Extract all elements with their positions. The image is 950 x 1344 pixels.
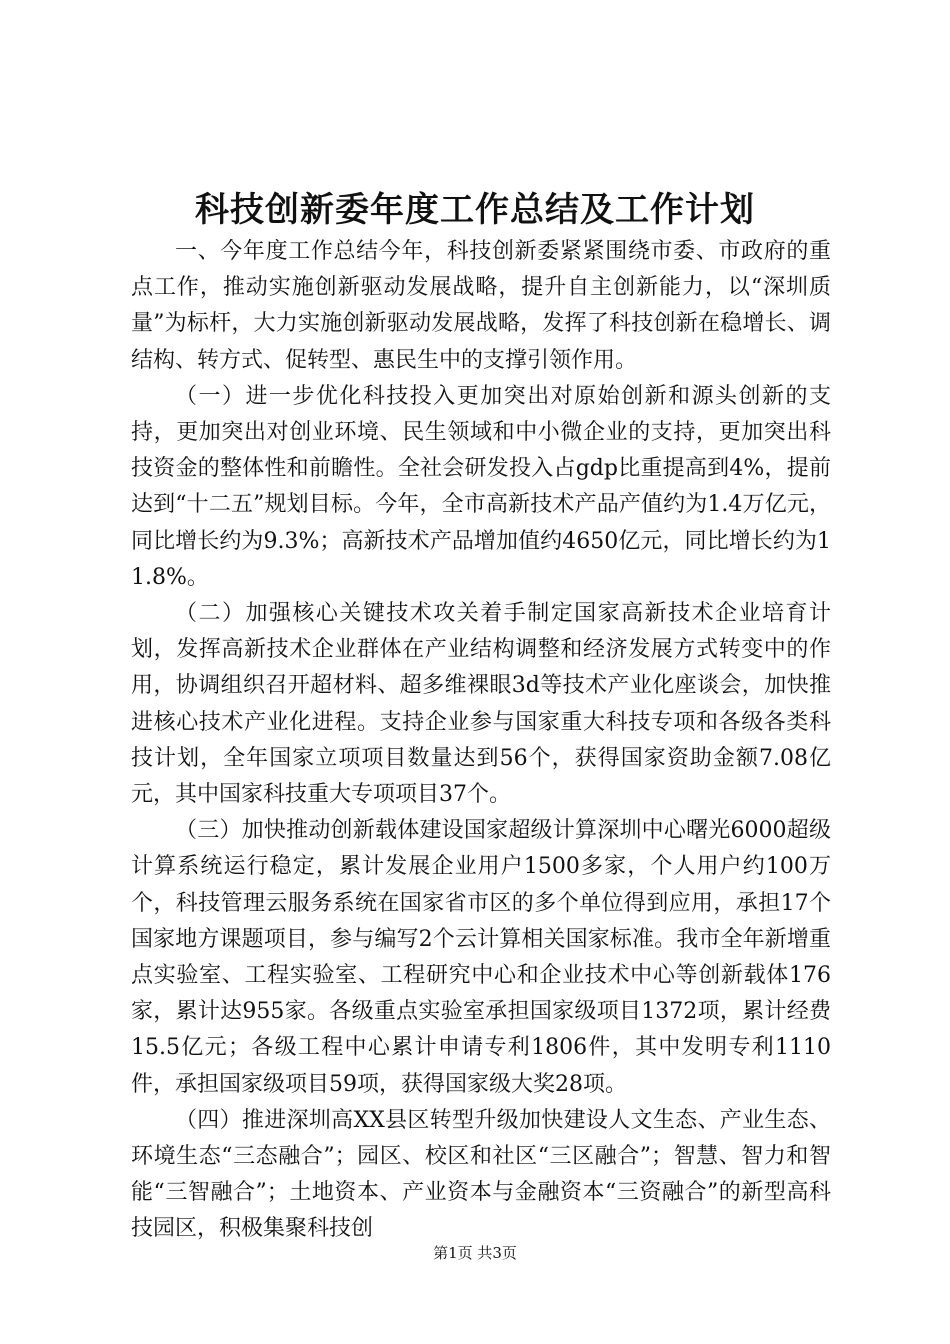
paragraph-section-4: （四）推进深圳高XX县区转型升级加快建设人文生态、产业生态、环境生态“三态融合”；园区、校区和社区“三区融合”；智慧、智力和智能“三智融合”；土地资本、产业资本与金融资本“三资融合”的新型高科技园区，积极集聚科技创 — [131, 1107, 831, 1242]
document-title: 科技创新委年度工作总结及工作计划 — [195, 190, 755, 230]
document-body — [131, 234, 831, 1248]
page-number-footer: 第1页 共3页 — [433, 1244, 517, 1262]
paragraph-summary: 一、今年度工作总结今年，科技创新委紧紧围绕市委、市政府的重点工作，推动实施创新驱动发展战略，提升自主创新能力，以“深圳质量”为标杆，大力实施创新驱动发展战略，发挥了科技创新在稳增长、调结构、转方式、促转型、惠民生中的支撑引领作用。 — [131, 239, 831, 373]
paragraph-section-2: （二）加强核心关键技术攻关着手制定国家高新技术企业培育计划，发挥高新技术企业群体在产业结构调整和经济发展方式转变中的作用，协调组织召开超材料、超多维裸眼3d等技术产业化座谈会，加快推进核心技术产业化进程。支持企业参与国家重大科技专项和各级各类科技计划，全年国家立项项目数量达到56个，获得国家资助金额7.08亿元，其中国家科技重大专项项目37个。 — [131, 601, 831, 808]
paragraph-section-3: （三）加快推动创新载体建设国家超级计算深圳中心曙光6000超级计算系统运行稳定，累计发展企业用户1500多家，个人用户约100万个，科技管理云服务系统在国家省市区的多个单位得到应用，承担17个国家地方课题项目，参与编写2个云计算相关国家标准。我市全年新增重点实验室、工程实验室、工程研究中心和企业技术中心等创新载体176家，累计达955家。各级重点实验室承担国家级项目1372项，累计经费15.5亿元；各级工程中心累计申请专利1806件，其中发明专利1110件，承担国家级项目59项，获得国家级大奖28项。 — [131, 818, 831, 1097]
paragraph-section-1: （一）进一步优化科技投入更加突出对原始创新和源头创新的支持，更加突出对创业环境、民生领域和中小微企业的支持，更加突出科技资金的整体性和前瞻性。全社会研发投入占gdp比重提高到4%，提前达到“十二五”规划目标。今年，全市高新技术产品产值约为1.4万亿元，同比增长约为9.3%；高新技术产品增加值约4650亿元，同比增长约为11.8%。 — [131, 383, 831, 590]
